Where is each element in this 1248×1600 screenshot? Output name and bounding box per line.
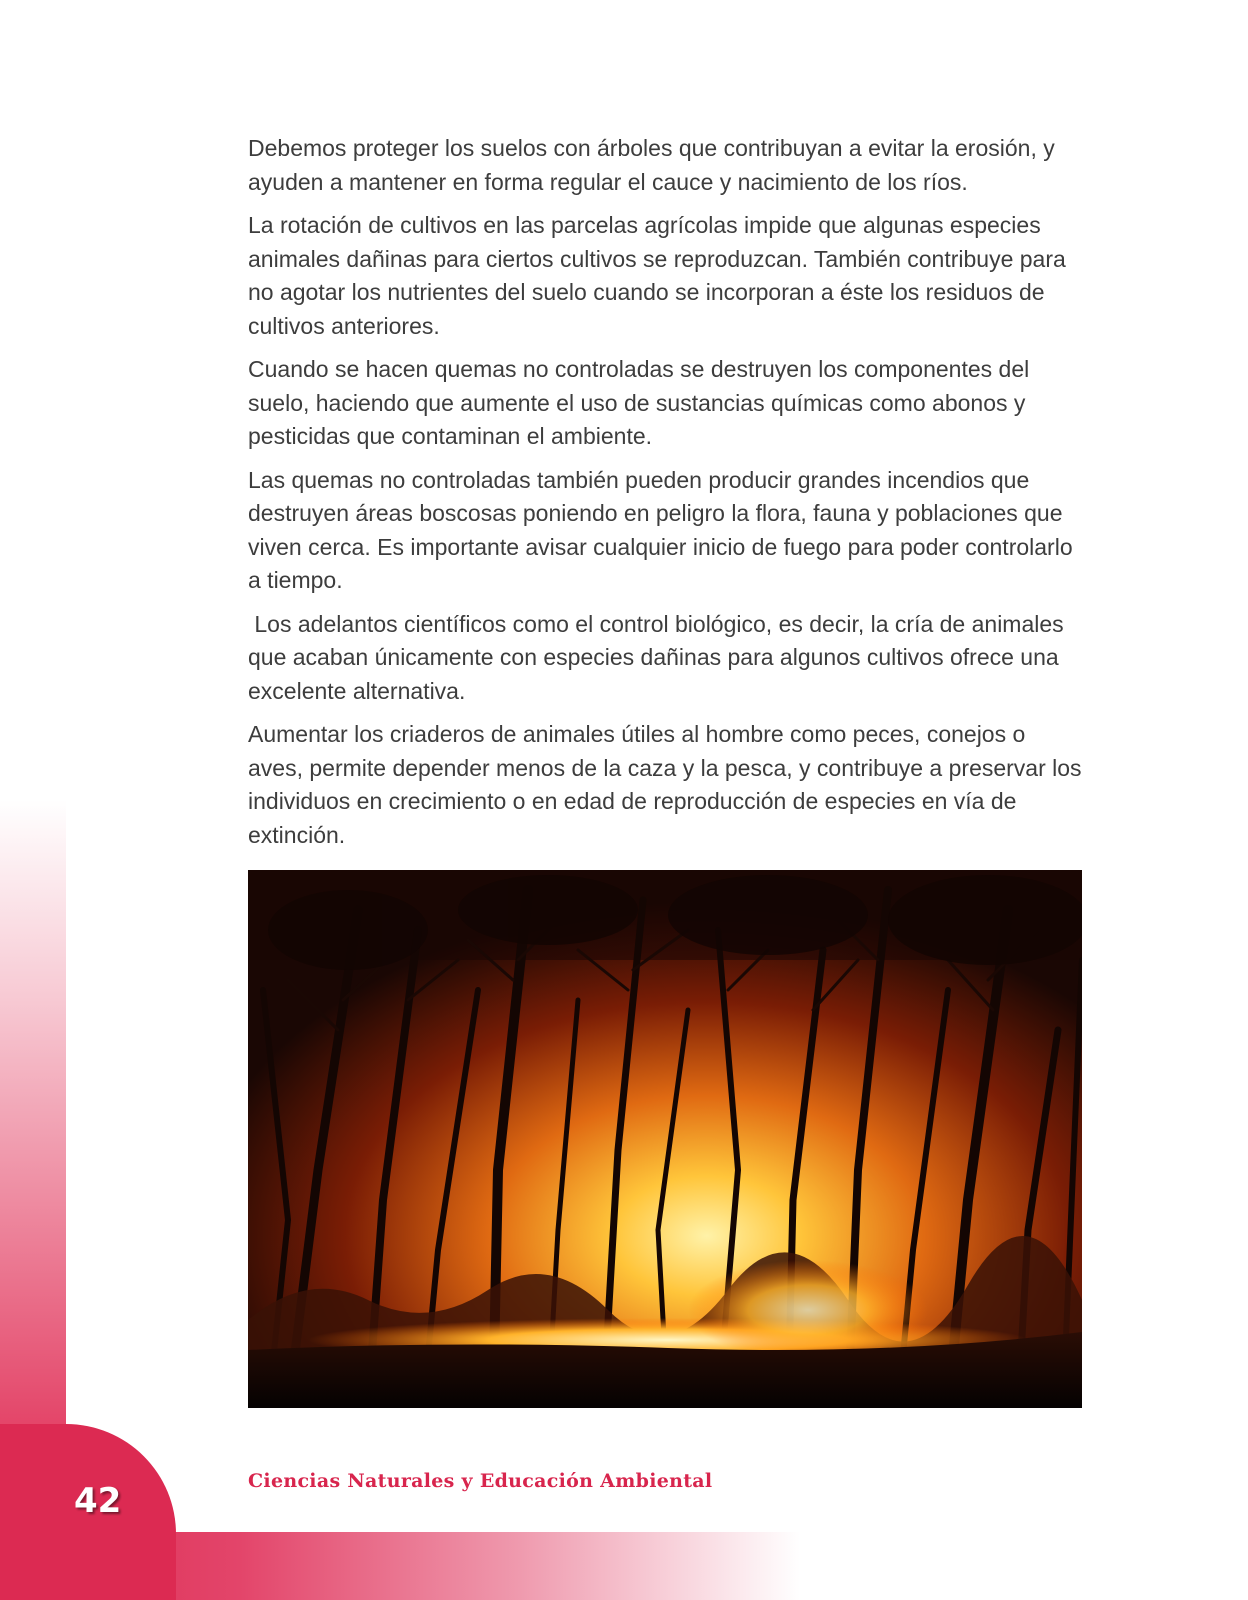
footer-book-title: Ciencias Naturales y Educación Ambiental xyxy=(248,1470,713,1492)
main-text xyxy=(248,132,1084,862)
paragraph-5: Los adelantos científicos como el control biológico, es decir, la cría de animales que acaban únicamente con especies dañinas para algunos cultivos ofrece una excelente alternativa. xyxy=(248,610,1071,704)
paragraph-6: Aumentar los criaderos de animales útiles al hombre como peces, conejos o aves, permite depender menos de la caza y la pesca, y contribuye a preservar los individuos en crecimiento o en edad de reproducción de especies en vía de extinción. xyxy=(248,721,1082,848)
paragraph-3: Cuando se hacen quemas no controladas se destruyen los componentes del suelo, haciendo que aumente el uso de sustancias químicas como abonos y pesticidas que contaminan el ambiente. xyxy=(248,356,1030,449)
page-number: 42 xyxy=(74,1481,122,1521)
paragraph-4: Las quemas no controladas también pueden producir grandes incendios que destruyen áreas boscosas poniendo en peligro la flora, fauna y poblaciones que viven cerca. Es importante avisar cualquier inicio de fuego para poder controlarlo a tiempo. xyxy=(248,466,1073,593)
paragraph-1: Debemos proteger los suelos con árboles que contribuyan a evitar la erosión, y ayuden a mantener en forma regular el cauce y nacimiento de los ríos. xyxy=(248,135,1055,195)
paragraph-2: La rotación de cultivos en las parcelas agrícolas impide que algunas especies animales dañinas para ciertos cultivos se reproduzcan. También contribuye para no agotar los nutrientes del suelo cuando se incorporan a éste los residuos de cultivos anteriores. xyxy=(248,212,1066,339)
forest-fire-photo xyxy=(248,870,1082,1408)
